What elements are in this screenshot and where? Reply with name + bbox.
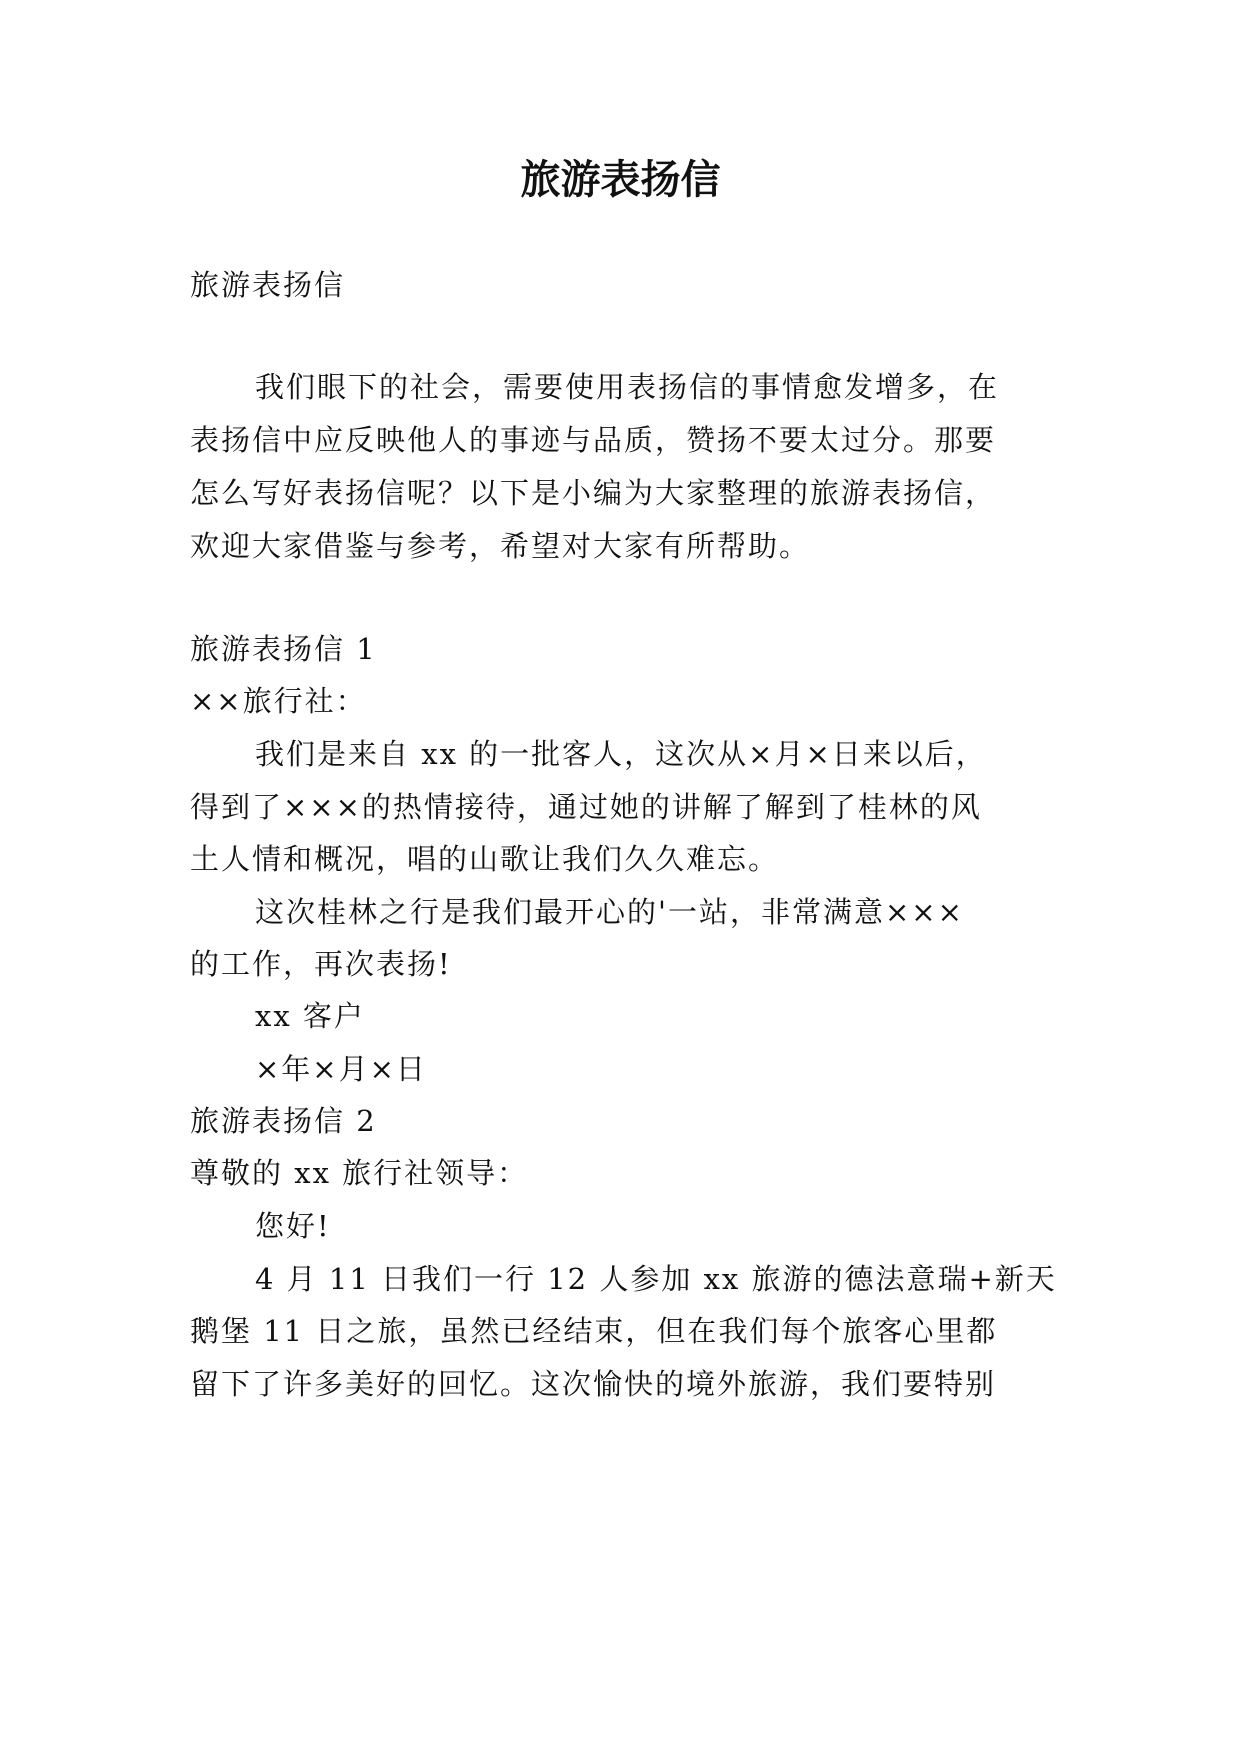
letter2-salutation: 尊敬的 xx 旅行社领导： [190,1156,529,1190]
letter1-salutation: ××旅行社： [190,684,367,718]
intro-line: 我们眼下的社会，需要使用表扬信的事情愈发增多，在 [255,370,1000,404]
intro-line: 欢迎大家借鉴与参考，希望对大家有所帮助。 [190,529,811,563]
letter1-paragraph-line: 这次桂林之行是我们最开心的'一站，非常满意××× [255,895,964,929]
letter2-paragraph-line: 留下了许多美好的回忆。这次愉快的境外旅游，我们要特别 [190,1367,997,1401]
letter1-paragraph-line: 的工作，再次表扬! [190,947,452,981]
letter1-heading: 旅游表扬信 1 [190,632,377,666]
letter1-date: ×年×月×日 [255,1052,427,1086]
intro-line: 表扬信中应反映他人的事迹与品质，赞扬不要太过分。那要 [190,423,997,457]
letter2-heading: 旅游表扬信 2 [190,1104,377,1138]
letter1-signer: xx 客户 [255,999,365,1033]
letter1-paragraph-line: 得到了×××的热情接待，通过她的讲解了解到了桂林的风 [190,790,982,824]
letter2-greeting: 您好! [255,1209,331,1243]
letter2-paragraph-line: 鹅堡 11 日之旅，虽然已经结束，但在我们每个旅客心里都 [190,1314,998,1348]
document-title: 旅游表扬信 [520,156,721,203]
letter1-paragraph-line: 我们是来自 xx 的一批客人，这次从×月×日来以后， [255,737,987,771]
subtitle: 旅游表扬信 [190,268,346,302]
letter1-paragraph-line: 土人情和概况，唱的山歌让我们久久难忘。 [190,842,780,876]
letter2-paragraph-line: 4 月 11 日我们一行 12 人参加 xx 旅游的德法意瑞+新天 [255,1262,1057,1296]
intro-line: 怎么写好表扬信呢？以下是小编为大家整理的旅游表扬信， [190,476,997,510]
